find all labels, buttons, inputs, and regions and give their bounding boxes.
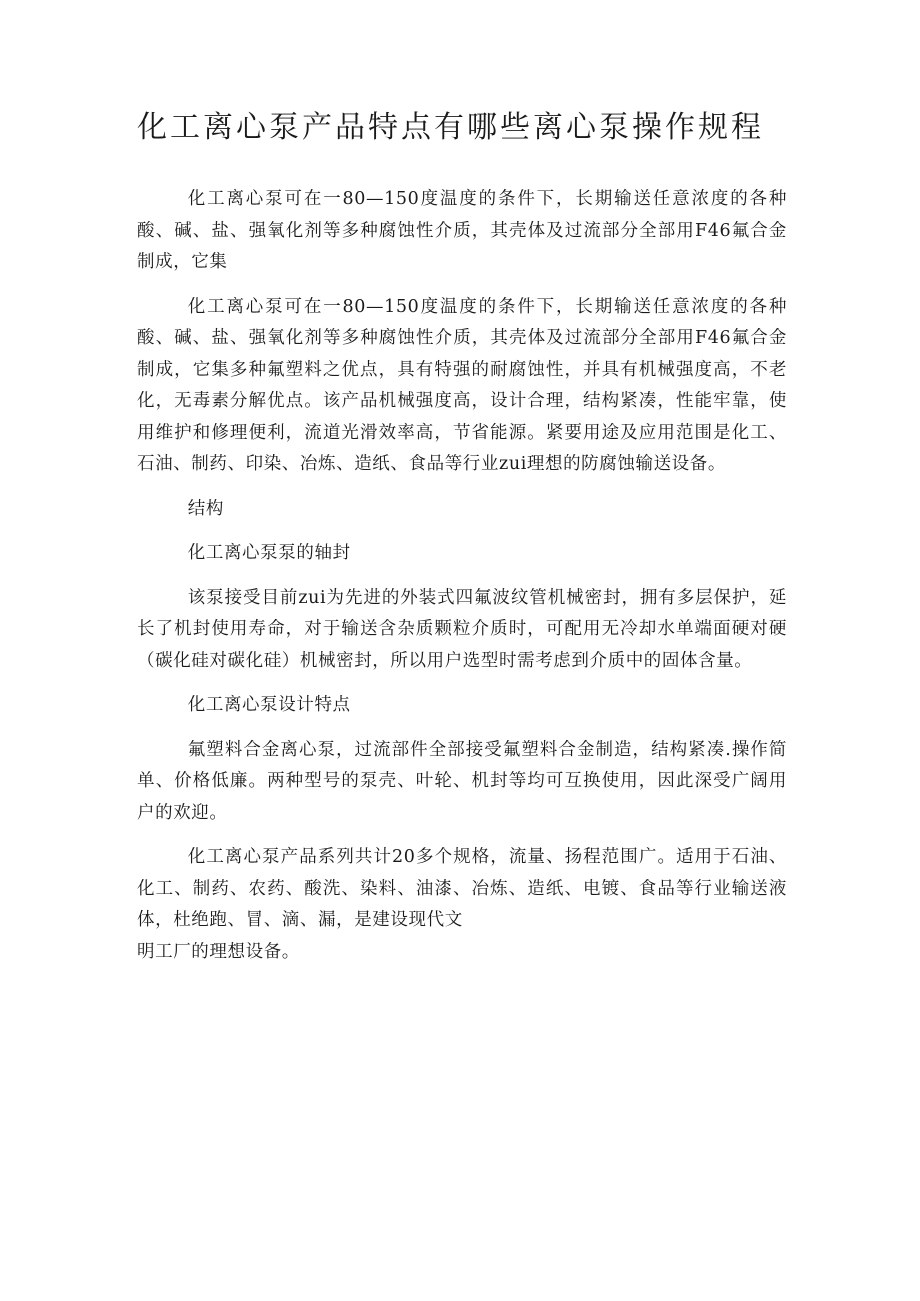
- paragraph-design-features: 氟塑料合金离心泵，过流部件全部接受氟塑料合金制造，结构紧凑.操作简单、价格低廉。两种型号的泵壳、叶轮、机封等均可互换使用，因此深受广阔用户的欢迎。: [137, 739, 787, 823]
- section-heading-structure: 结构: [187, 498, 224, 519]
- paragraph-intro-truncated: 化工离心泵可在一80—150度温度的条件下，长期输送任意浓度的各种酸、碱、盐、强氧化剂等多种腐蚀性介质，其壳体及过流部分全部用F46氟合金制成，它集: [137, 189, 787, 272]
- paragraph-product-series-continued: 明工厂的理想设备。: [137, 941, 300, 962]
- paragraph-shaft-seal: 该泵接受目前zui为先进的外装式四氟波纹管机械密封，拥有多层保护，延长了机封使用寿命，对于输送含杂质颗粒介质时，可配用无冷却水单端面硬对硬（碳化硅对碳化硅）机械密封，所以用户选型时需考虑到介质中的固体含量。: [137, 587, 787, 671]
- section-heading-shaft-seal: 化工离心泵泵的轴封: [187, 543, 351, 563]
- document-title: 化工离心泵产品特点有哪些离心泵操作规程: [137, 110, 764, 145]
- paragraph-intro-full: 化工离心泵可在一80—150度温度的条件下，长期输送任意浓度的各种酸、碱、盐、强氧化剂等多种腐蚀性介质，其壳体及过流部分全部用F46氟合金制成，它集多种氟塑料之优点，具有特强的耐腐蚀性，并具有机械强度高，不老化，无毒素分解优点。该产品机械强度高，设计合理，结构紧凑，性能牢靠，使用维护和修理便利，流道光滑效率高，节省能源。紧要用途及应用范围是化工、石油、制药、印染、冶炼、造纸、食品等行业zui理想的防腐蚀输送设备。: [137, 296, 787, 474]
- paragraph-product-series: 化工离心泵产品系列共计20多个规格，流量、扬程范围广。适用于石油、化工、制药、农药、酸洗、染料、油漆、冶炼、造纸、电镀、食品等行业输送液体，杜绝跑、冒、滴、漏，是建设现代文: [137, 847, 787, 930]
- document-body: [137, 184, 787, 981]
- section-heading-design-features: 化工离心泵设计特点: [187, 695, 351, 715]
